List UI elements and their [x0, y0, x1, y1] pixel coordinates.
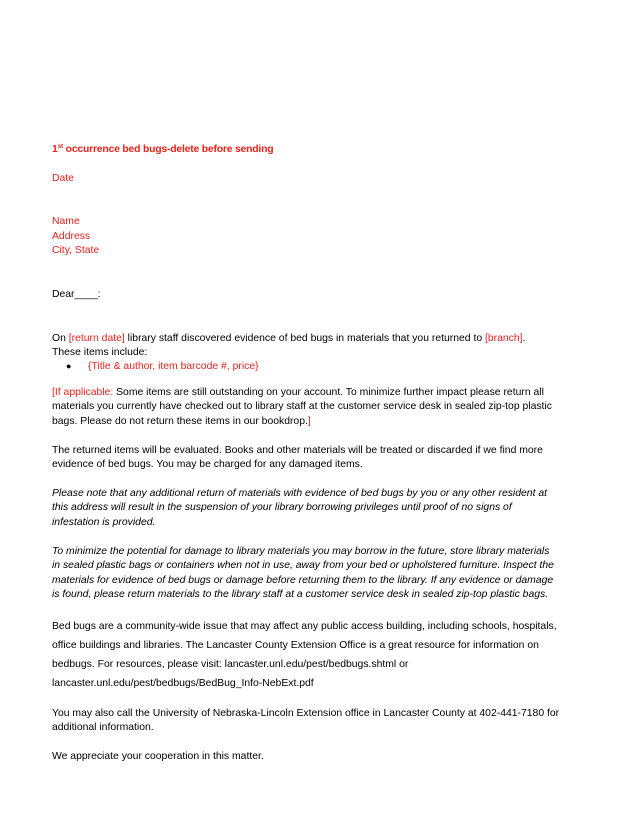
closing-line: We appreciate your cooperation in this matter. [52, 751, 264, 763]
bullet-icon: ● [66, 360, 72, 371]
date-field: Date [52, 172, 74, 184]
paragraph-returned-items: On [return date] library staff discovered evidence of bed bugs in materials that you returned to [branch]. These items include: ● {Title & author, item barcode #, price} [52, 332, 572, 372]
recipient-name: Name [52, 216, 80, 228]
paragraph-evaluation: The returned items will be evaluated. Books and other materials will be treated or discarded if we find more evidence of bed bugs. You may be charged for any damaged items. [52, 444, 543, 471]
paragraph-resources: Bed bugs are a community-wide issue that may affect any public access building, including schools, hospitals, office buildings and libraries. The Lancaster County Extension Office is a great resource for information on bedbugs. For resources, please visit: lancaster.unl.edu/pest/bedbugs.shtml or lancaster.unl.edu/pest/bedbugs/BedBug_Info-NebExt.pdf [52, 620, 557, 689]
template-heading: 1st occurrence bed bugs-delete before sending [52, 143, 274, 155]
recipient-city: City, State [52, 245, 100, 257]
return-date-placeholder: [return date] [68, 332, 125, 344]
if-applicable-label: [If applicable: [52, 386, 114, 398]
branch-placeholder: [branch] [485, 332, 523, 344]
item-list-entry [52, 361, 572, 372]
paragraph-prevention: To minimize the potential for damage to library materials you may borrow in the future, store library materials in sealed plastic bags or containers when not in use, away from your bed or upholstered furniture. Inspect the materials for evidence of bed bugs or damage before returning them to the library. If any evidence or damage is found, please return materials to the library staff at a customer service desk in sealed zip-top plastic bags. [52, 545, 554, 601]
letter-page [52, 140, 572, 765]
paragraph-suspension-notice: Please note that any additional return of materials with evidence of bed bugs by you or any other resident at this address will result in the suspension of your library borrowing privileges until proof of no signs of infestation is provided. [52, 487, 548, 528]
paragraph-contact: You may also call the University of Nebraska-Lincoln Extension office in Lancaster County at 402-441-7180 for additional information. [52, 707, 560, 734]
recipient-address [52, 215, 572, 259]
paragraph-outstanding: [If applicable: Some items are still outstanding on your account. To minimize further impact please return all materials you currently have checked out to library staff at the customer service desk in sealed zip-top plastic bags. Please do not return these items in our bookdrop.] [52, 386, 552, 427]
item-placeholder: {Title & author, item barcode #, price} [88, 360, 259, 372]
recipient-address-line: Address [52, 230, 91, 242]
salutation: Dear____: [52, 288, 101, 300]
